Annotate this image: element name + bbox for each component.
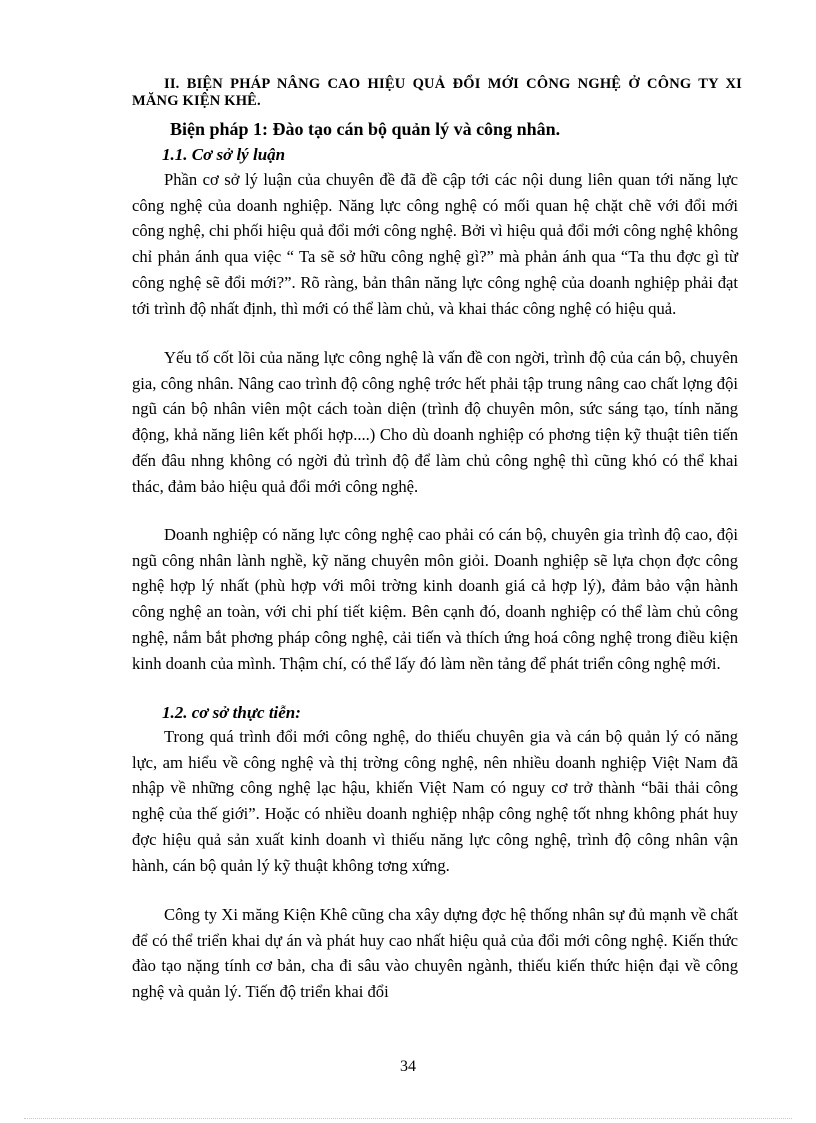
paragraph-1: Phần cơ sở lý luận của chuyên đề đã đề cập tới các nội dung liên quan tới năng lực công nghệ của doanh nghiệp. Năng lực công nghệ có mối quan hệ chặt chẽ với đổi mới công nghệ, chi phối hiệu quả đổi mới công nghệ. Bởi vì hiệu quả đổi mới công nghệ không chỉ phản ánh qua việc “ Ta sẽ sở hữu công nghệ gì?” mà phản ánh qua “Ta thu đợc gì từ công nghệ sẽ đổi mới?”. Rõ ràng, bản thân năng lực công nghệ của doanh nghiệp phải đạt tới trình độ nhất định, thì mới có thể làm chủ, và khai thác công nghệ có hiệu quả. xyxy=(132,170,738,318)
section-heading: II. BIỆN PHÁP NÂNG CAO HIỆU QUẢ ĐỔI MỚI CÔNG NGHỆ Ở CÔNG TY XI MĂNG KIỆN KHÊ. xyxy=(132,76,742,109)
paragraph-4: Trong quá trình đổi mới công nghệ, do thiếu chuyên gia và cán bộ quản lý có năng lực, am hiểu về công nghệ và thị trờng công nghệ, nên nhiều doanh nghiệp Việt Nam đã nhập về những công nghệ lạc hậu, khiến Việt Nam có nguy cơ trở thành “bãi thải công nghệ của thế giới”. Hoặc có nhiều doanh nghiệp nhập công nghệ tốt nhng không phát huy đợc hiệu quả sản xuất kinh doanh vì thiếu năng lực công nghệ, trình độ công nhân vận hành, cán bộ quản lý kỹ thuật không tơng xứng. xyxy=(132,727,738,875)
subheading-theoretical-basis: 1.1. Cơ sở lý luận xyxy=(162,145,286,164)
page-bottom-rule xyxy=(24,1118,792,1119)
measure-heading: Biện pháp 1: Đào tạo cán bộ quản lý và công nhân. xyxy=(170,119,561,139)
paragraph-5: Công ty Xi măng Kiện Khê cũng cha xây dựng đợc hệ thống nhân sự đủ mạnh về chất để có thể triển khai dự án và phát huy cao nhất hiệu quả của đổi mới công nghệ. Kiến thức đào tạo nặng tính cơ bản, cha đi sâu vào chuyên ngành, thiếu kiến thức hiện đại về công nghệ và quản lý. Tiến độ triển khai đổi xyxy=(132,905,738,1002)
subheading-practical-basis: 1.2. cơ sở thực tiễn: xyxy=(162,703,301,722)
paragraph-3: Doanh nghiệp có năng lực công nghệ cao phải có cán bộ, chuyên gia trình độ cao, đội ngũ công nhân lành nghề, kỹ năng chuyên môn giỏi. Doanh nghiệp sẽ lựa chọn đợc công nghệ hợp lý nhất (phù hợp với môi trờng kinh doanh giá cả hợp lý), đảm bảo vận hành công nghệ an toàn, với chi phí tiết kiệm. Bên cạnh đó, doanh nghiệp có thể làm chủ công nghệ, nắm bắt phơng pháp công nghệ, cải tiến và thích ứng hoá công nghệ trong điều kiện kinh doanh của mình. Thậm chí, có thể lấy đó làm nền tảng để phát triển công nghệ mới. xyxy=(132,525,738,673)
page-number: 34 xyxy=(400,1058,416,1075)
paragraph-2: Yếu tố cốt lõi của năng lực công nghệ là vấn đề con ngời, trình độ của cán bộ, chuyên gia, công nhân. Nâng cao trình độ công nghệ trớc hết phải tập trung nâng cao chất lợng đội ngũ cán bộ nhân viên một cách toàn diện (trình độ chuyên môn, sức sáng tạo, tính năng động, khả năng liên kết phối hợp....) Cho dù doanh nghiệp có phơng tiện kỹ thuật tiên tiến đến đâu nhng không có ngời đủ trình độ để làm chủ công nghệ thì cũng khó có thể khai thác, đảm bảo hiệu quả đổi mới công nghệ. xyxy=(132,348,738,496)
